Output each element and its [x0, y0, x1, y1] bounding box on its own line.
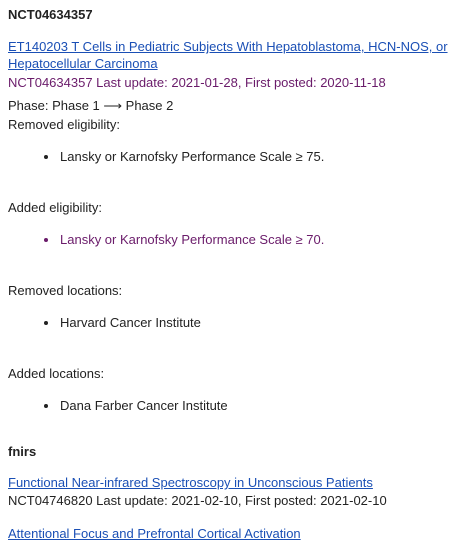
- trial-title-line-2: Hepatocellular Carcinoma: [8, 56, 158, 71]
- trial-meta: NCT04634357 Last update: 2021-01-28, First posted: 2020-11-18: [8, 75, 386, 90]
- removed-location-item: Harvard Cancer Institute: [44, 314, 201, 331]
- trial-phase: Phase: Phase 1 ⟶ Phase 2: [8, 98, 174, 113]
- added-location-item: Dana Farber Cancer Institute: [44, 397, 228, 414]
- bullet-icon: [44, 321, 48, 325]
- trial-title-line-1: ET140203 T Cells in Pediatric Subjects With Hepatoblastoma, HCN-NOS, or: [8, 39, 448, 54]
- added-eligibility-label: Added eligibility:: [8, 200, 102, 215]
- trial-title-link[interactable]: [8, 39, 448, 71]
- bullet-icon: [44, 238, 48, 242]
- removed-locations-label: Removed locations:: [8, 283, 123, 298]
- added-eligibility-item: Lansky or Karnofsky Performance Scale ≥ 70.: [44, 231, 324, 248]
- result-meta: NCT04746820 Last update: 2021-02-10, First posted: 2021-02-10: [8, 493, 387, 508]
- result-title-link[interactable]: Functional Near-infrared Spectroscopy in Unconscious Patients: [8, 475, 373, 490]
- removed-eligibility-item: Lansky or Karnofsky Performance Scale ≥ 75.: [44, 148, 324, 165]
- removed-eligibility-label: Removed eligibility:: [8, 117, 120, 132]
- trial-title: [8, 38, 453, 72]
- added-locations-label: Added locations:: [8, 366, 105, 381]
- section-heading-fnirs: fnirs: [8, 444, 37, 459]
- trial-id-heading: NCT04634357: [8, 7, 93, 22]
- bullet-icon: [44, 155, 48, 159]
- bullet-icon: [44, 404, 48, 408]
- result-title: [8, 525, 301, 542]
- result-title-link[interactable]: Attentional Focus and Prefrontal Cortical Activation: [8, 526, 301, 541]
- result-title: [8, 474, 373, 491]
